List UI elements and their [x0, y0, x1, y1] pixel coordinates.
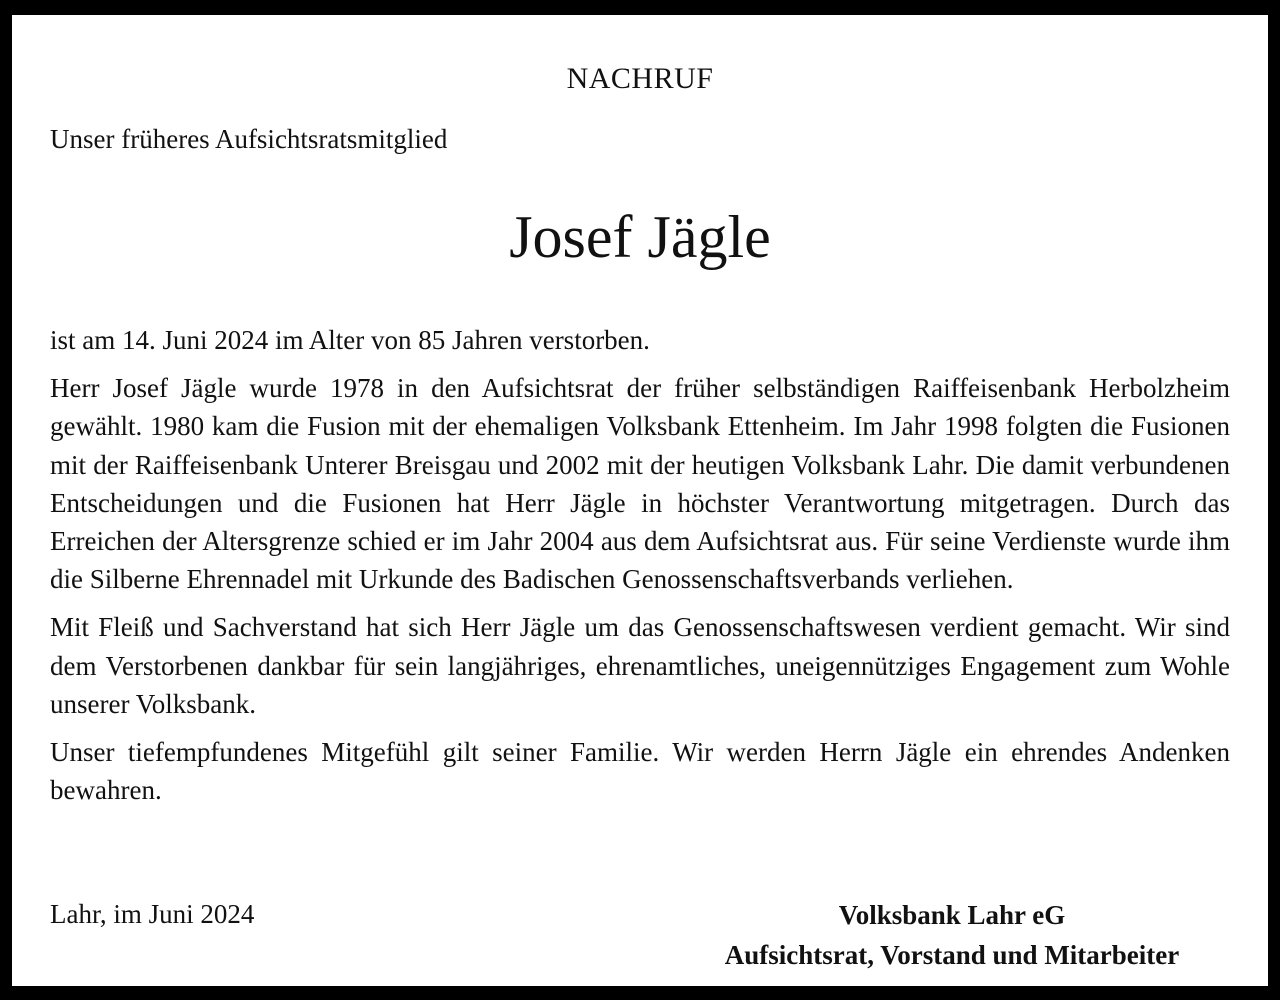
- gratitude-paragraph: Mit Fleiß und Sachverstand hat sich Herr Jägle um das Genossenschaftswesen verdient gemacht. Wir sind dem Verstorbenen dankbar für sein langjähriges, ehrenamtliches, uneigennütziges Engagement zum Wohle unserer Volksbank.: [50, 612, 1230, 719]
- deceased-name: Josef Jägle: [509, 204, 771, 270]
- condolence-paragraph: Unser tiefempfundenes Mitgefühl gilt seiner Familie. Wir werden Herrn Jägle ein ehrendes Andenken bewahren.: [50, 737, 1230, 806]
- notice-heading: NACHRUF: [566, 62, 714, 95]
- signature-block: [672, 895, 1232, 975]
- death-statement: ist am 14. Juni 2024 im Alter von 85 Jahren verstorben.: [50, 325, 650, 355]
- biography-paragraph: Herr Josef Jägle wurde 1978 in den Aufsichtsrat der früher selbständigen Raiffeisenbank Herbolzheim gewählt. 1980 kam die Fusion mit der ehemaligen Volksbank Ettenheim. Im Jahr 1998 folgten die Fusionen mit der Raiffeisenbank Unterer Breisgau und 2002 mit der heutigen Volksbank Lahr. Die damit verbundenen Entscheidungen und die Fusionen hat Herr Jägle in höchster Verantwortung mitgetragen. Durch das Erreichen der Altersgrenze schied er im Jahr 2004 aus dem Aufsichtsrat aus. Für seine Verdienste wurde ihm die Silberne Ehrennadel mit Urkunde des Badischen Genossenschaftsverbands verliehen.: [50, 373, 1230, 595]
- signature-signatories: Aufsichtsrat, Vorstand und Mitarbeiter: [724, 940, 1180, 970]
- place-date: Lahr, im Juni 2024: [50, 899, 255, 929]
- intro-line: Unser früheres Aufsichtsratsmitglied: [50, 124, 448, 154]
- notice-body: [50, 321, 1230, 819]
- signature-organization: Volksbank Lahr eG: [838, 900, 1066, 930]
